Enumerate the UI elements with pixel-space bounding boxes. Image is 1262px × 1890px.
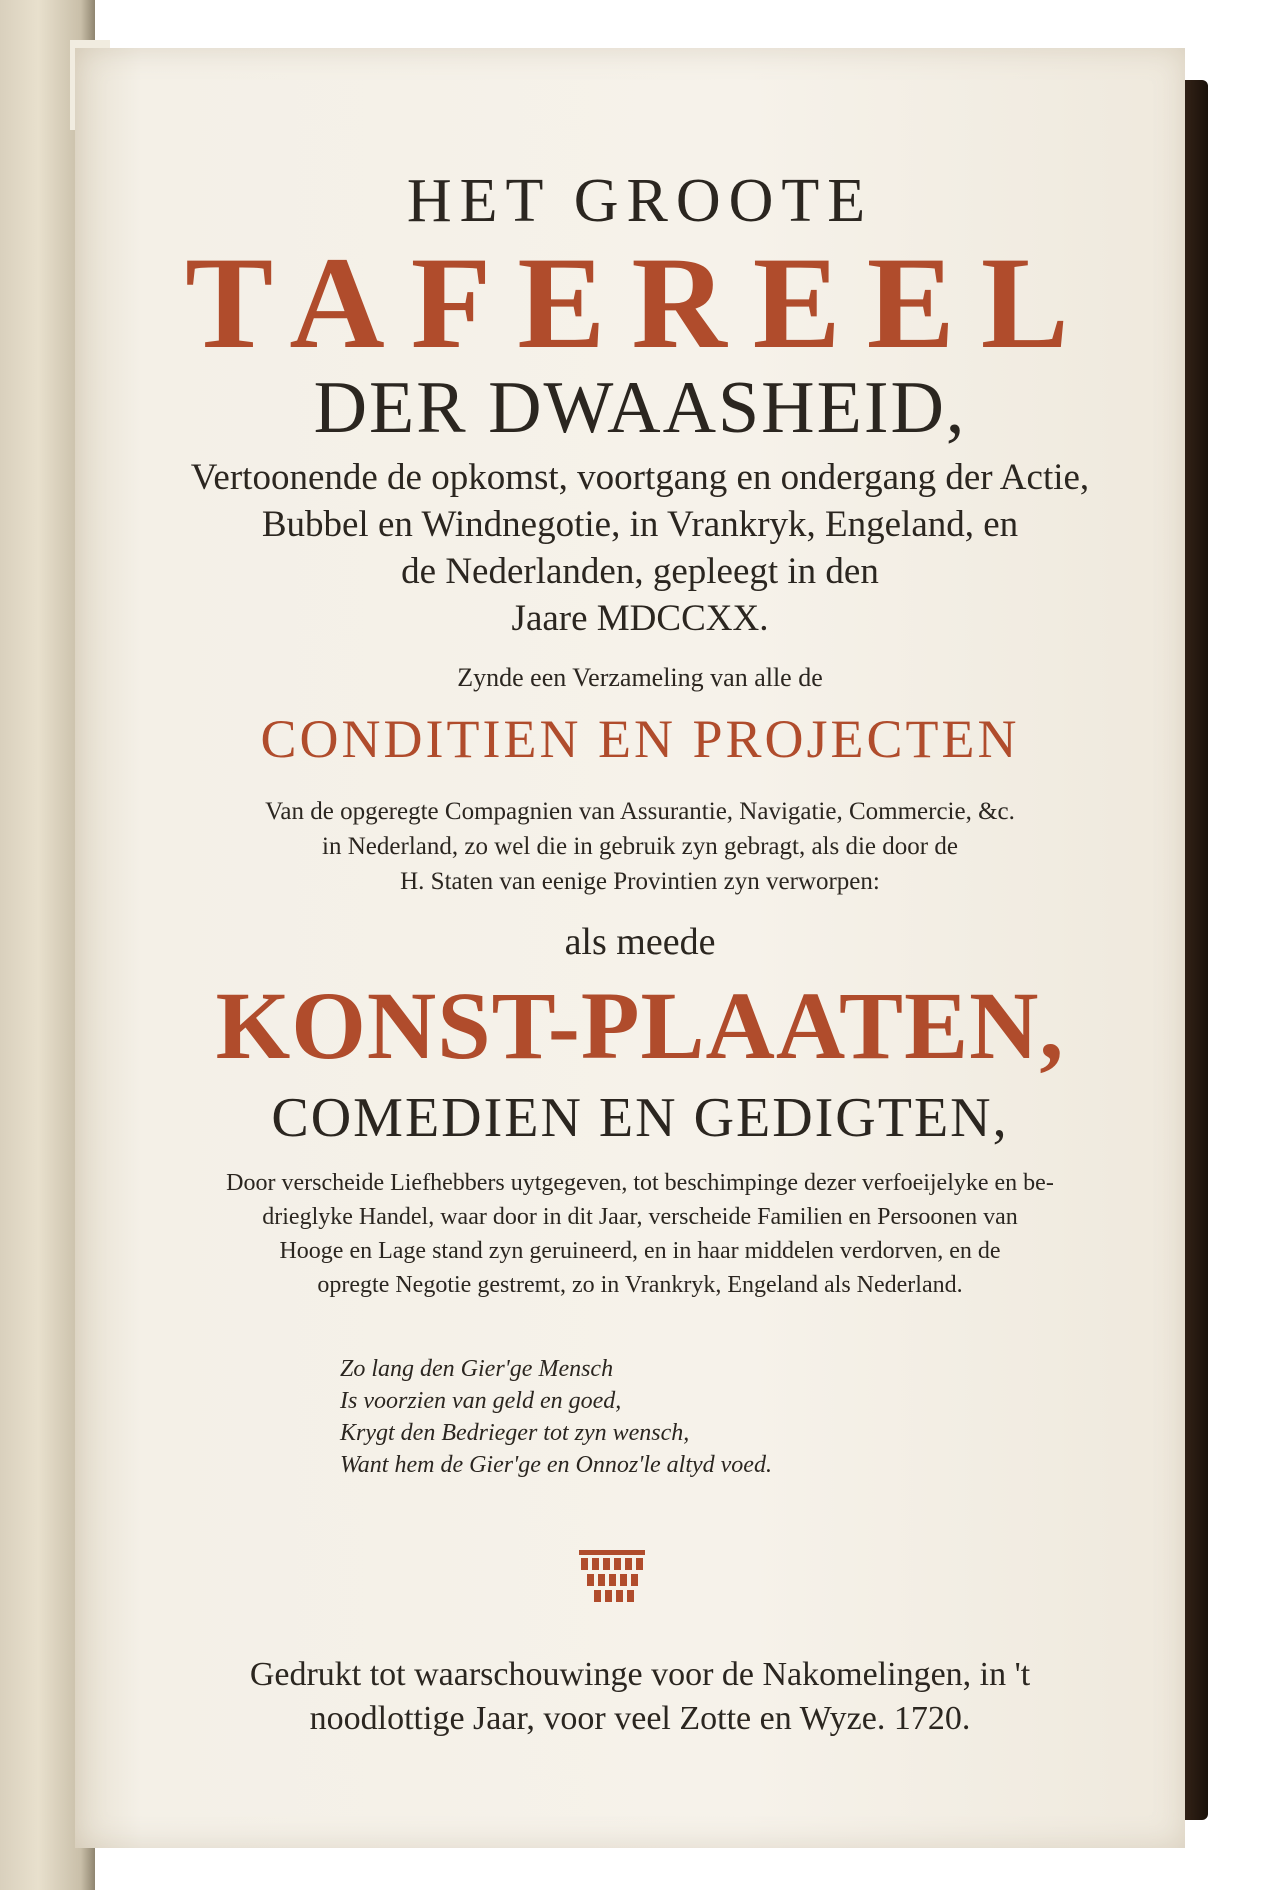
poem-line: Want hem de Gier'ge en Onnoz'le altyd voed. bbox=[340, 1452, 772, 1478]
subtitle-line: Vertoonende de opkomst, voortgang en ondergang der Actie, bbox=[190, 457, 1090, 498]
companies-line: H. Staten van eenige Provintien zyn verworpen: bbox=[400, 868, 880, 895]
subtitle-line: de Nederlanden, gepleegt in den bbox=[401, 551, 879, 592]
door-line: Door verscheide Liefhebbers uytgegeven, tot beschimpinge dezer verfoeijelyke en be- bbox=[226, 1170, 1054, 1196]
title-line-tafereel: TAFEREEL bbox=[185, 229, 1095, 376]
title-page bbox=[75, 48, 1185, 1848]
als-meede-line: als meede bbox=[564, 921, 716, 963]
title-page-text bbox=[135, 48, 1145, 1848]
companies-line: in Nederland, zo wel die in gebruik zyn gebragt, als die door de bbox=[322, 833, 958, 860]
title-line-het-groote: HET GROOTE bbox=[406, 167, 874, 235]
poem-line: Krygt den Bedrieger tot zyn wensch, bbox=[340, 1420, 690, 1446]
title-line-der-dwaasheid: DER DWAASHEID, bbox=[313, 367, 967, 449]
subtitle-line: Bubbel en Windnegotie, in Vrankryk, Engeland, en bbox=[261, 504, 1019, 545]
comedien-heading: COMEDIEN EN GEDIGTEN, bbox=[271, 1087, 1009, 1149]
condities-heading: CONDITIEN EN PROJECTEN bbox=[260, 709, 1020, 769]
imprint-line: Gedrukt tot waarschouwinge voor de Nakomelingen, in 't bbox=[249, 1656, 1031, 1693]
konst-plaaten-heading: KONST-PLAATEN, bbox=[215, 972, 1065, 1079]
imprint-line: noodlottige Jaar, voor veel Zotte en Wyze. 1720. bbox=[309, 1700, 971, 1737]
poem-line: Is voorzien van geld en goed, bbox=[340, 1388, 622, 1414]
printers-ornament-icon bbox=[577, 1548, 647, 1608]
companies-line: Van de opgeregte Compagnien van Assurantie, Navigatie, Commercie, &c. bbox=[265, 798, 1015, 825]
zynde-line: Zynde een Verzameling van alle de bbox=[457, 663, 823, 692]
door-line: drieglyke Handel, waar door in dit Jaar, verscheide Familien en Persoonen van bbox=[262, 1204, 1018, 1230]
door-line: Hooge en Lage stand zyn geruineerd, en in haar middelen verdorven, en de bbox=[279, 1238, 1001, 1264]
subtitle-line: Jaare MDCCXX. bbox=[511, 598, 769, 639]
door-line: opregte Negotie gestremt, zo in Vrankryk, Engeland als Nederland. bbox=[317, 1272, 963, 1298]
poem-line: Zo lang den Gier'ge Mensch bbox=[340, 1356, 614, 1382]
